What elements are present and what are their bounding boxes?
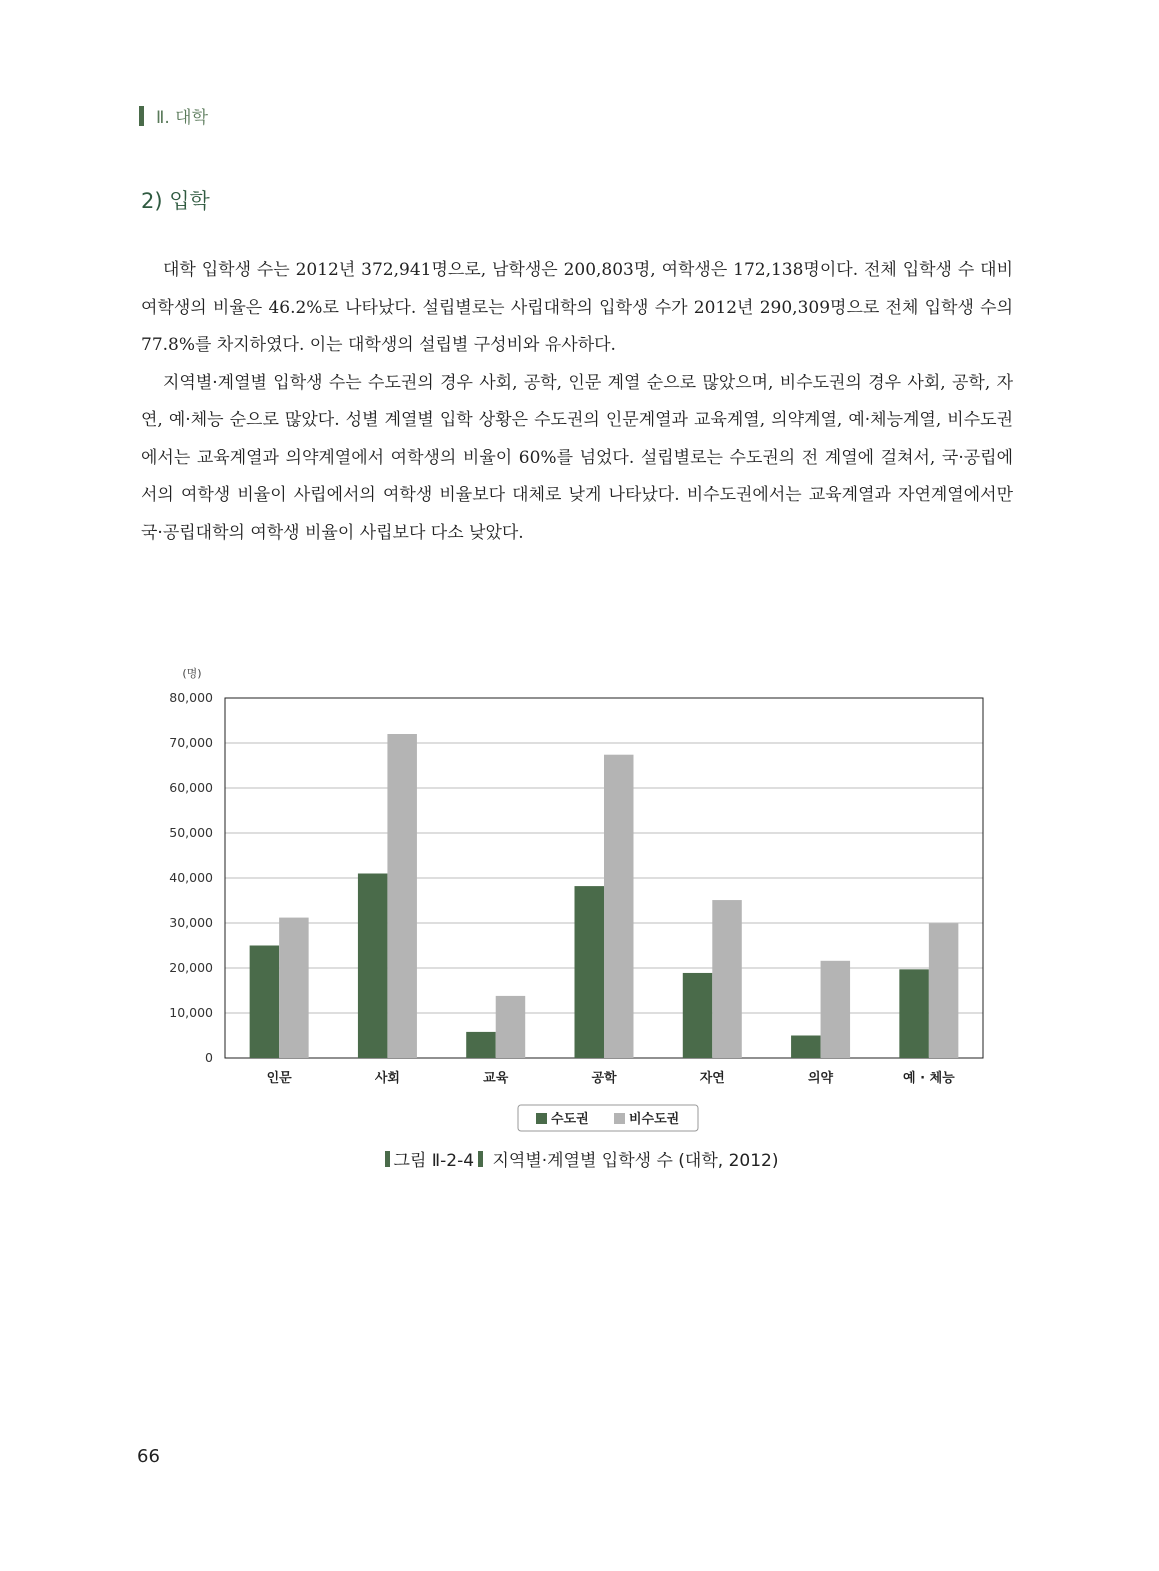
bar-bisudogwon <box>604 755 634 1058</box>
bars <box>250 734 959 1058</box>
y-tick-label: 40,000 <box>169 870 213 885</box>
bar-sudogwon <box>683 973 713 1058</box>
bar-bisudogwon <box>279 918 309 1058</box>
x-tick-label: 사회 <box>374 1071 400 1086</box>
y-tick-label: 80,000 <box>169 690 213 705</box>
x-tick-label: 자연 <box>699 1071 725 1086</box>
caption-number: Ⅱ-2-4 <box>431 1151 475 1171</box>
legend-swatch-bisudogwon <box>614 1113 625 1124</box>
legend-swatch-sudogwon <box>536 1113 547 1124</box>
figure-caption <box>0 1146 1159 1171</box>
bar-sudogwon <box>466 1032 496 1058</box>
header-marker <box>139 106 144 126</box>
page-number: 66 <box>137 1446 160 1467</box>
bar-chart <box>160 655 1000 1135</box>
body-text <box>141 252 1013 552</box>
running-header <box>139 103 208 128</box>
bar-sudogwon <box>899 969 929 1058</box>
y-tick-label: 50,000 <box>169 825 213 840</box>
legend-label-bisudogwon: 비수도권 <box>629 1112 680 1127</box>
bar-sudogwon <box>575 886 605 1058</box>
y-tick-label: 20,000 <box>169 960 213 975</box>
paragraph-1: 대학 입학생 수는 2012년 372,941명으로, 남학생은 200,803명, 여학생은 172,138명이다. 전체 입학생 수 대비 여학생의 비율은 46.2%로 나타났다. 설립별로는 사립대학의 입학생 수가 2012년 290,309명으로 전체 입학생 수의 77.8%를 차지하였다. 이는 대학생의 설립별 구성비와 유사하다. <box>141 260 1013 355</box>
bar-sudogwon <box>358 874 388 1059</box>
y-tick-label: 10,000 <box>169 1005 213 1020</box>
y-tick-label: 60,000 <box>169 780 213 795</box>
x-tick-label: 예 · 체능 <box>903 1071 955 1086</box>
caption-prefix: 그림 <box>393 1151 427 1171</box>
x-tick-label: 의약 <box>808 1071 834 1086</box>
bar-sudogwon <box>250 946 280 1059</box>
header-text: Ⅱ. 대학 <box>156 108 209 128</box>
x-tick-label: 교육 <box>483 1071 509 1086</box>
y-tick-label: 70,000 <box>169 735 213 750</box>
caption-title: 지역별·계열별 입학생 수 (대학, 2012) <box>492 1151 779 1171</box>
bar-bisudogwon <box>712 900 742 1058</box>
legend-label-sudogwon: 수도권 <box>551 1112 589 1127</box>
y-tick-labels <box>169 690 213 1065</box>
x-tick-label: 인문 <box>266 1071 292 1086</box>
caption-marker-right <box>478 1151 483 1167</box>
legend <box>518 1105 698 1131</box>
section-title: 2) 입학 <box>141 189 210 213</box>
paragraph-2: 지역별·계열별 입학생 수는 수도권의 경우 사회, 공학, 인문 계열 순으로 많았으며, 비수도권의 경우 사회, 공학, 자연, 예·체능 순으로 많았다. 성별 계열별 입학 상황은 수도권의 인문계열과 교육계열, 의약계열, 예·체능계열, 비수도권에서는 교육계열과 의약계열에서 여학생의 비율이 60%를 넘었다. 설립별로는 수도권의 전 계열에 걸쳐서, 국·공립에서의 여학생 비율이 사립에서의 여학생 비율보다 대체로 낮게 나타났다. 비수도권에서는 교육계열과 자연계열에서만 국·공립대학의 여학생 비율이 사립보다 다소 낮았다. <box>141 372 1013 543</box>
x-tick-label: 공학 <box>591 1071 617 1086</box>
bar-bisudogwon <box>387 734 417 1058</box>
bar-bisudogwon <box>821 961 851 1058</box>
y-tick-label: 0 <box>205 1050 213 1065</box>
bar-bisudogwon <box>496 996 526 1058</box>
bar-sudogwon <box>791 1036 821 1059</box>
bar-bisudogwon <box>929 923 959 1058</box>
x-tick-labels <box>267 1070 956 1086</box>
caption-marker-left <box>385 1151 390 1167</box>
y-axis-unit: (명) <box>182 667 202 680</box>
y-tick-label: 30,000 <box>169 915 213 930</box>
